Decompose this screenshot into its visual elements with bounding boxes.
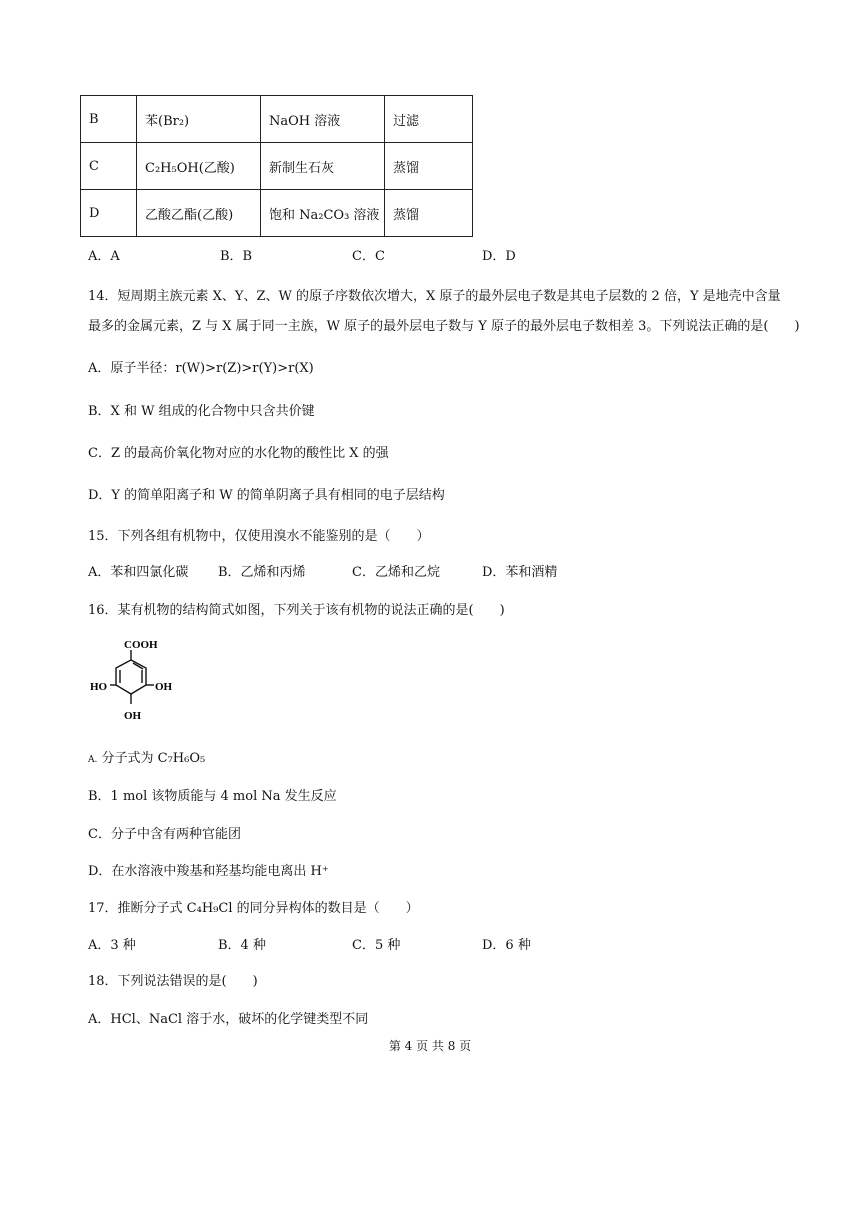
q16-option-c[interactable]: C．分子中含有两种官能团 bbox=[88, 827, 241, 842]
q17-option-d[interactable]: D．6 种 bbox=[482, 938, 531, 953]
substance-cell: 苯(Br₂) bbox=[137, 96, 261, 143]
table-row bbox=[81, 96, 473, 143]
q14-stem-line2: 最多的金属元素，Z 与 X 属于同一主族，W 原子的最外层电子数与 Y 原子的最外层电子数相差 3。下列说法正确的是( ) bbox=[88, 319, 800, 334]
substance-cell: 乙酸乙酯(乙酸) bbox=[137, 190, 261, 237]
q13-option-a[interactable]: A．A bbox=[88, 249, 120, 264]
method-cell: 蒸馏 bbox=[385, 190, 473, 237]
q17-stem: 17．推断分子式 C₄H₉Cl 的同分异构体的数目是（ ） bbox=[88, 901, 419, 916]
q16-option-b[interactable]: B．1 mol 该物质能与 4 mol Na 发生反应 bbox=[88, 789, 337, 804]
q14-option-b[interactable]: B．X 和 W 组成的化合物中只含共价键 bbox=[88, 404, 315, 419]
q16-option-a[interactable] bbox=[88, 747, 205, 766]
q18-stem: 18．下列说法错误的是( ) bbox=[88, 974, 258, 989]
table-row bbox=[81, 143, 473, 190]
method-cell: 过滤 bbox=[385, 96, 473, 143]
q15-option-c[interactable]: C．乙烯和乙烷 bbox=[352, 565, 440, 580]
q16-option-a-letter: A. bbox=[88, 755, 98, 765]
q16-stem: 16．某有机物的结构简式如图，下列关于该有机物的说法正确的是( ) bbox=[88, 603, 505, 618]
cooh-label: COOH bbox=[124, 639, 158, 651]
molecule-bonds bbox=[110, 650, 154, 704]
q14-stem-line1: 14．短周期主族元素 X、Y、Z、W 的原子序数依次增大，X 原子的最外层电子数是其电子层数的 2 倍，Y 是地壳中含量 bbox=[88, 289, 781, 304]
separation-table bbox=[80, 95, 473, 237]
molecule-structure-diagram bbox=[84, 632, 194, 728]
table-row bbox=[81, 190, 473, 237]
method-cell: 蒸馏 bbox=[385, 143, 473, 190]
reagent-cell: NaOH 溶液 bbox=[261, 96, 385, 143]
ho-left-label: HO bbox=[90, 681, 108, 693]
q16-option-d[interactable]: D．在水溶液中羧基和羟基均能电离出 H⁺ bbox=[88, 864, 329, 879]
row-label: D bbox=[81, 190, 137, 237]
substance-cell: C₂H₅OH(乙酸) bbox=[137, 143, 261, 190]
q13-option-b[interactable]: B．B bbox=[220, 249, 253, 264]
page-footer: 第 4 页 共 8 页 bbox=[388, 1039, 472, 1053]
q15-option-b[interactable]: B．乙烯和丙烯 bbox=[218, 565, 306, 580]
q17-option-a[interactable]: A．3 种 bbox=[88, 938, 136, 953]
q15-option-a[interactable]: A．苯和四氯化碳 bbox=[88, 565, 189, 580]
reagent-cell: 饱和 Na₂CO₃ 溶液 bbox=[261, 190, 385, 237]
q17-option-c[interactable]: C．5 种 bbox=[352, 938, 401, 953]
q18-option-a[interactable]: A．HCl、NaCl 溶于水，破坏的化学键类型不同 bbox=[88, 1012, 369, 1027]
q15-options bbox=[88, 561, 688, 579]
q14-option-d[interactable]: D．Y 的简单阳离子和 W 的简单阴离子具有相同的电子层结构 bbox=[88, 488, 445, 503]
q15-stem: 15．下列各组有机物中，仅使用溴水不能鉴别的是（ ） bbox=[88, 529, 430, 544]
q14-option-c[interactable]: C．Z 的最高价氧化物对应的水化物的酸性比 X 的强 bbox=[88, 446, 389, 461]
q14-option-a[interactable]: A．原子半径：r(W)>r(Z)>r(Y)>r(X) bbox=[88, 361, 314, 376]
q17-options bbox=[88, 934, 648, 952]
q13-options bbox=[88, 245, 648, 263]
oh-right-label: OH bbox=[155, 681, 173, 693]
q13-option-d[interactable]: D．D bbox=[482, 249, 516, 264]
q15-option-d[interactable]: D．苯和酒精 bbox=[482, 565, 558, 580]
oh-bottom-label: OH bbox=[124, 710, 142, 722]
q16-option-a-text: 分子式为 C₇H₆O₅ bbox=[101, 751, 206, 766]
row-label: B bbox=[81, 96, 137, 143]
reagent-cell: 新制生石灰 bbox=[261, 143, 385, 190]
q17-option-b[interactable]: B．4 种 bbox=[218, 938, 266, 953]
row-label: C bbox=[81, 143, 137, 190]
q13-option-c[interactable]: C．C bbox=[352, 249, 385, 264]
